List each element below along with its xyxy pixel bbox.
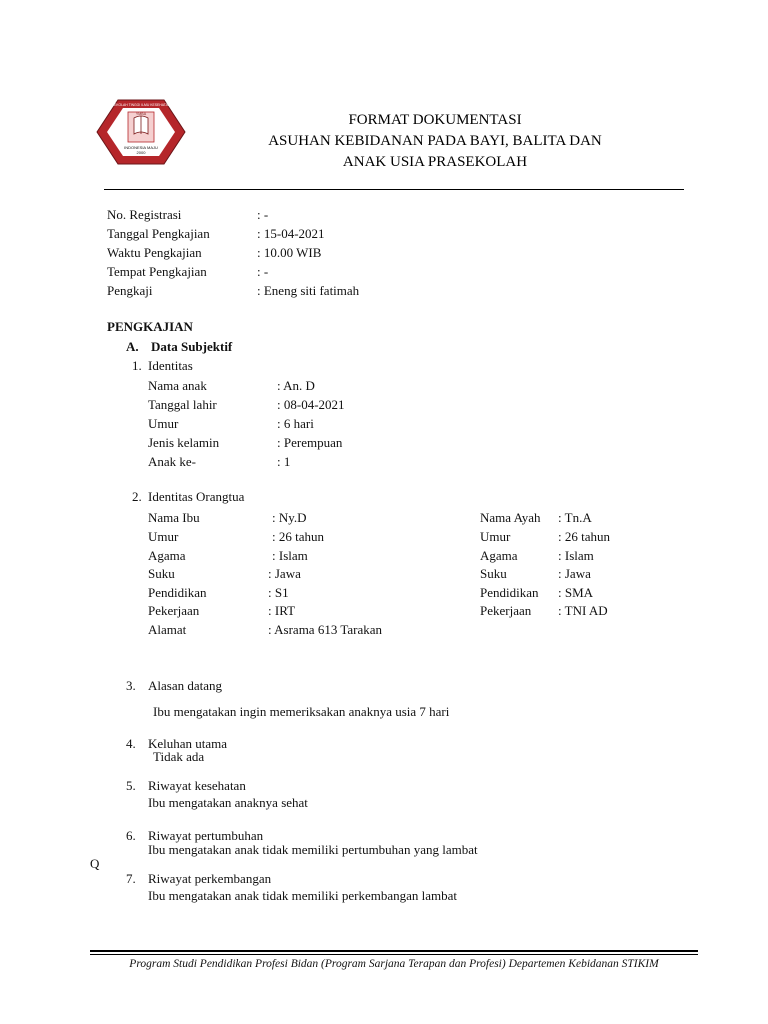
footer-divider [90,950,698,952]
footer-text: Program Studi Pendidikan Profesi Bidan (Program Sarjana Terapan dan Profesi) Departemen Kebidanan STIKIM [129,958,659,970]
identitas-label: Tanggal lahir [148,397,217,412]
registration-value: : 15-04-2021 [257,226,325,241]
ibu-value: : IRT [268,603,296,618]
item-body: Ibu mengatakan anak tidak memiliki perkembangan lambat [148,888,458,903]
identitas-value: : Perempuan [277,435,343,450]
ayah-label: Pekerjaan [480,603,532,618]
stray-mark: Q [90,856,100,871]
identitas-label: Umur [148,416,179,431]
title-line-3: ANAK USIA PRASEKOLAH [342,154,528,170]
title-line-2: ASUHAN KEBIDANAN PADA BAYI, BALITA DAN [268,133,602,149]
ayah-label: Pendidikan [480,585,539,600]
registration-value: : - [257,264,269,279]
logo-year: 2000 [136,150,146,155]
item-body: Ibu mengatakan ingin memeriksakan anaknya usia 7 hari [153,704,450,719]
subsection-letter: A. [126,339,139,354]
registration-value: : Eneng siti fatimah [257,283,360,298]
ayah-label: Suku [480,566,507,581]
ayah-label: Nama Ayah [480,510,541,525]
ayah-value: : SMA [558,585,594,600]
registration-label: Tanggal Pengkajian [107,226,210,241]
item-number: 7. [126,871,136,886]
ayah-value: : 26 tahun [558,529,610,544]
title-line-1: FORMAT DOKUMENTASI [348,112,522,128]
ibu-label: Pekerjaan [148,603,200,618]
identitas-label: Anak ke- [148,454,197,469]
identitas-label: Jenis kelamin [148,435,220,450]
item-body: Tidak ada [153,749,205,764]
identitas-value: : 6 hari [277,416,314,431]
identitas-heading: Identitas [148,358,193,373]
institution-logo [96,98,186,166]
ibu-value: : Ny.D [272,510,307,525]
item-heading: Keluhan utama [148,736,228,751]
identitas-value: : An. D [277,378,315,393]
logo-bottom-text: INDONESIA MAJU [124,145,158,150]
item-number: 6. [126,828,136,843]
registration-value: : 10.00 WIB [257,245,322,260]
identitas-value: : 08-04-2021 [277,397,345,412]
item-heading: Riwayat pertumbuhan [148,828,264,843]
item-body: Ibu mengatakan anak tidak memiliki pertumbuhan yang lambat [148,842,478,857]
header-divider [104,189,684,190]
ibu-label: Alamat [148,622,187,637]
orangtua-number: 2. [132,489,142,504]
ibu-label: Pendidikan [148,585,207,600]
registration-label: No. Registrasi [107,207,182,222]
registration-label: Waktu Pengkajian [107,245,202,260]
item-heading: Alasan datang [148,678,223,693]
identitas-number: 1. [132,358,142,373]
item-body: Ibu mengatakan anaknya sehat [148,795,308,810]
ibu-label: Agama [148,548,186,563]
document-title [200,110,670,173]
logo-mid-text: YMBA [135,112,147,116]
identitas-label: Nama anak [148,378,207,393]
item-heading: Riwayat perkembangan [148,871,272,886]
ayah-value: : Islam [558,548,594,563]
section-title: PENGKAJIAN [107,319,193,334]
ibu-value: : Jawa [268,566,301,581]
ibu-value: : 26 tahun [272,529,324,544]
ibu-label: Suku [148,566,175,581]
ibu-label: Umur [148,529,179,544]
ayah-label: Agama [480,548,518,563]
registration-value: : - [257,207,269,222]
ibu-value: : Islam [272,548,308,563]
ibu-value: : Asrama 613 Tarakan [268,622,383,637]
item-number: 4. [126,736,136,751]
registration-label: Pengkaji [107,283,153,298]
registration-label: Tempat Pengkajian [107,264,207,279]
ayah-value: : Tn.A [558,510,592,525]
ayah-value: : TNI AD [558,603,608,618]
ibu-label: Nama Ibu [148,510,200,525]
item-number: 5. [126,778,136,793]
item-number: 3. [126,678,136,693]
logo-top-text: SEKOLAH TINGGI ILMU KESEHATAN [111,103,171,107]
ayah-label: Umur [480,529,511,544]
orangtua-heading: Identitas Orangtua [148,489,245,504]
subsection-title: Data Subjektif [151,339,233,354]
ibu-value: : S1 [268,585,289,600]
ayah-value: : Jawa [558,566,591,581]
identitas-value: : 1 [277,454,291,469]
item-heading: Riwayat kesehatan [148,778,246,793]
footer-divider-thin [90,954,698,955]
